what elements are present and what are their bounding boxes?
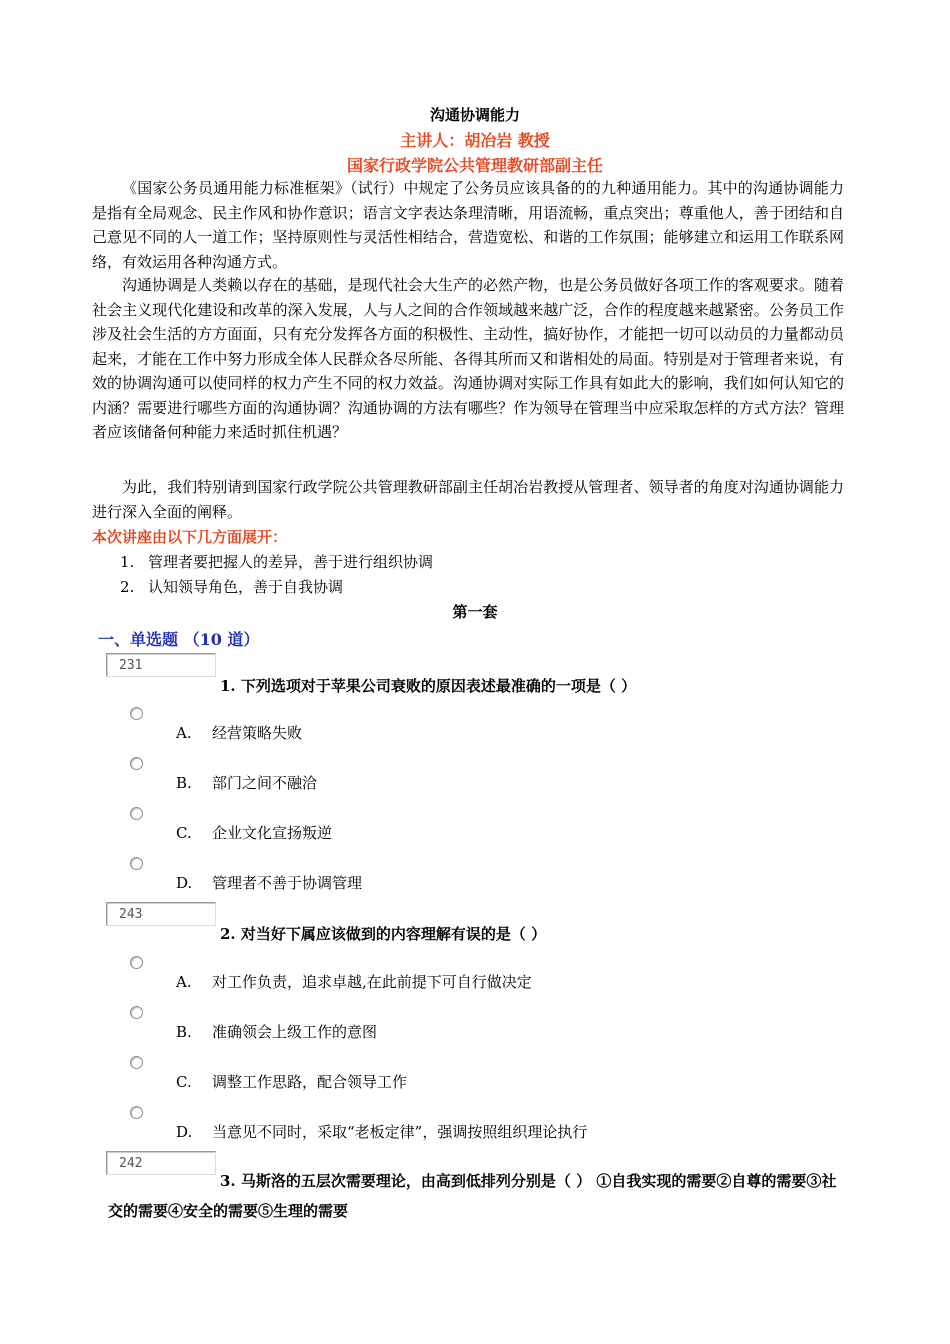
outline-item-text: 管理者要把握人的差异，善于进行组织协调 (148, 553, 434, 571)
outline-title: 本次讲座由以下几方面展开： (92, 528, 288, 546)
speaker-line: 主讲人：胡冶岩 教授 (400, 131, 550, 150)
option-c (176, 822, 332, 843)
option-a (176, 971, 532, 992)
question-text: 2. 对当好下属应该做到的内容理解有误的是（ ） (220, 925, 547, 943)
option-radio-a[interactable] (130, 707, 143, 720)
option-c (176, 1071, 407, 1092)
option-text: 当意见不同时，采取“老板定律”，强调按照组织理论执行 (212, 1123, 588, 1141)
question-id-field[interactable]: 231 (106, 653, 216, 677)
question-text: 1. 下列选项对于苹果公司衰败的原因表述最准确的一项是（ ） (220, 677, 637, 695)
option-letter: A. (176, 724, 192, 742)
option-radio-d[interactable] (130, 857, 143, 870)
option-radio-d[interactable] (130, 1106, 143, 1119)
option-text: 对工作负责，追求卓越,在此前提下可自行做决定 (212, 973, 532, 991)
question-text: 3. 马斯洛的五层次需要理论，由高到低排列分别是（ ） ①自我实现的需要②自尊的需要③社交的需要④安全的需要⑤生理的需要 (108, 1172, 837, 1220)
option-text: 准确领会上级工作的意图 (212, 1023, 378, 1041)
option-text: 经营策略失败 (212, 724, 303, 742)
option-b (176, 1021, 377, 1042)
doc-title: 沟通协调能力 (429, 106, 520, 124)
intro-paragraph-2: 沟通协调是人类赖以存在的基础，是现代社会大生产的必然产物，也是公务员做好各项工作的客观要求。随着社会主义现代化建设和改革的深入发展，人与人之间的合作领域越来越广泛，合作的程度越来越紧密。公务员工作涉及社会生活的方方面面，只有充分发挥各方面的积极性、主动性，搞好协作，才能把一切可以动员的力量都动员起来，才能在工作中努力形成全体人民群众各尽所能、各得其所而又和谐相处的局面。特别是对于管理者来说，有效的协调沟通可以使同样的权力产生不同的权力效益。沟通协调对实际工作具有如此大的影响，我们如何认知它的内涵？需要进行哪些方面的沟通协调？沟通协调的方法有哪些？作为领导在管理当中应采取怎样的方式方法？管理者应该储备何种能力来适时抓住机遇？ (92, 276, 844, 441)
option-letter: B. (176, 774, 192, 792)
option-a (176, 722, 302, 743)
option-letter: C. (176, 1073, 192, 1091)
outline-item-number: 2. (120, 578, 135, 596)
option-letter: A. (176, 973, 192, 991)
outline-item-number: 1. (120, 553, 135, 571)
outline-item (120, 576, 343, 597)
set-title: 第一套 (452, 603, 498, 621)
option-letter: D. (176, 874, 193, 892)
option-letter: B. (176, 1023, 192, 1041)
affiliation-line: 国家行政学院公共管理教研部副主任 (346, 156, 603, 175)
option-radio-b[interactable] (130, 1006, 143, 1019)
intro-paragraph-1: 《国家公务员通用能力标准框架》（试行）中规定了公务员应该具备的的九种通用能力。其中的沟通协调能力是指有全局观念、民主作风和协作意识；语言文字表达条理清晰，用语流畅，重点突出；尊重他人，善于团结和自己意见不同的人一道工作；坚持原则性与灵活性相结合，营造宽松、和谐的工作氛围；能够建立和运用工作联系网络，有效运用各种沟通方式。 (92, 179, 844, 271)
option-d (176, 1121, 587, 1142)
option-letter: D. (176, 1123, 193, 1141)
option-radio-a[interactable] (130, 956, 143, 969)
section-title: 一、单选题 （10 道） (98, 630, 260, 649)
option-letter: C. (176, 824, 192, 842)
option-text: 部门之间不融洽 (212, 774, 318, 792)
option-radio-c[interactable] (130, 807, 143, 820)
outline-item (120, 551, 433, 572)
option-text: 企业文化宣扬叛逆 (212, 824, 333, 842)
option-text: 调整工作思路，配合领导工作 (212, 1073, 408, 1091)
option-text: 管理者不善于协调管理 (212, 874, 363, 892)
option-radio-c[interactable] (130, 1056, 143, 1069)
option-d (176, 872, 362, 893)
question-id-field[interactable]: 243 (106, 902, 216, 926)
option-b (176, 772, 317, 793)
option-radio-b[interactable] (130, 757, 143, 770)
outline-item-text: 认知领导角色，善于自我协调 (148, 578, 344, 596)
intro-paragraph-3: 为此，我们特别请到国家行政学院公共管理教研部副主任胡冶岩教授从管理者、领导者的角度对沟通协调能力进行深入全面的阐释。 (92, 478, 844, 521)
question-id-field[interactable]: 242 (106, 1151, 216, 1175)
